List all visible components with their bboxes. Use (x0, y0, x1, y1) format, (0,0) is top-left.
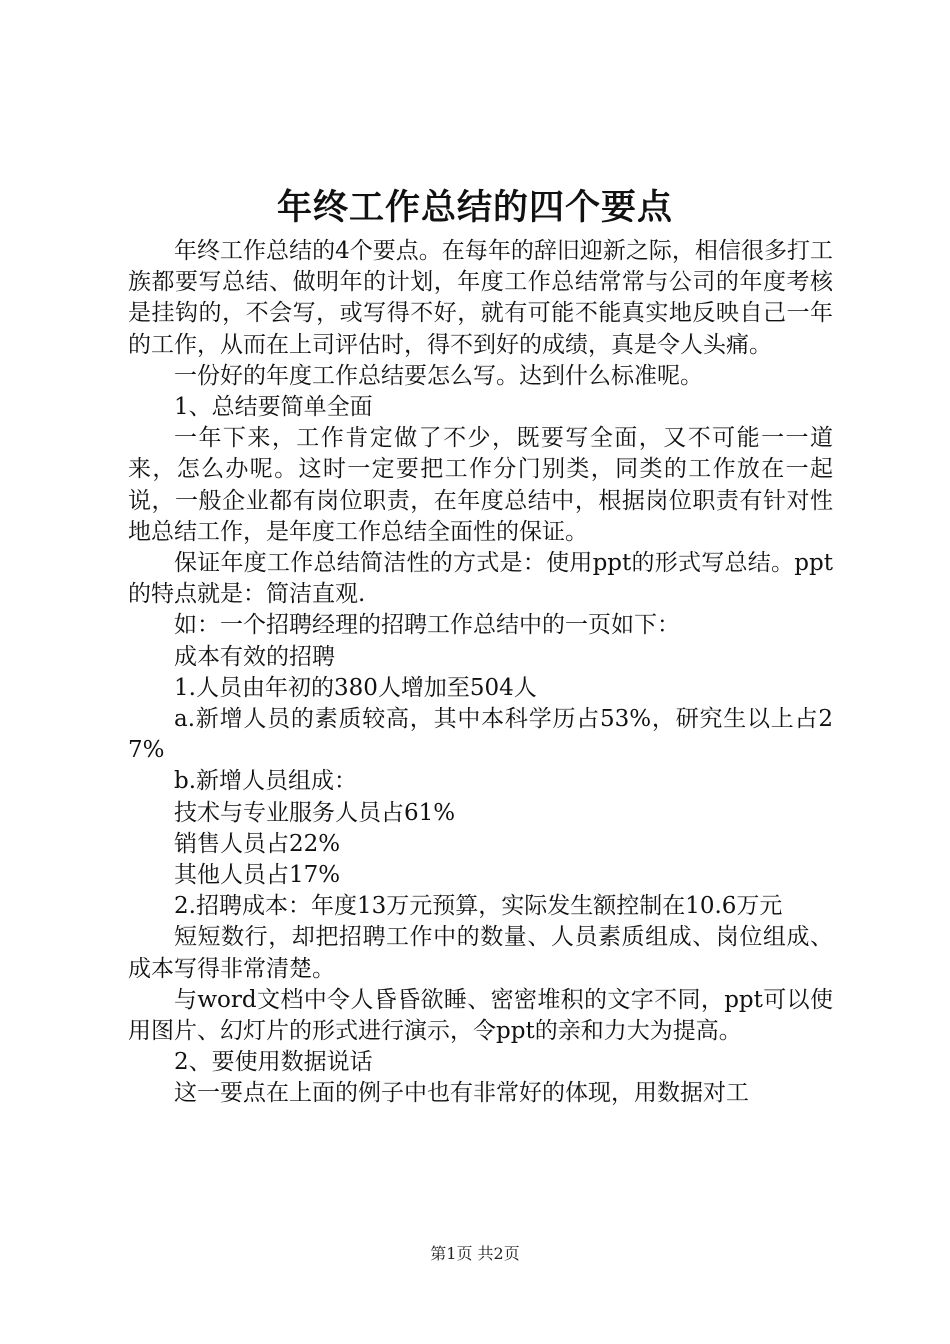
example-item: a.新增人员的素质较高，其中本科学历占53%，研究生以上占27% (128, 706, 833, 764)
example-item: 技术与专业服务人员占61% (174, 799, 456, 826)
paragraph: 短短数行，却把招聘工作中的数量、人员素质组成、岗位组成、成本写得非常清楚。 (128, 924, 833, 982)
example-item: 其他人员占17% (174, 862, 341, 889)
example-item: 1.人员由年初的380人增加至504人 (174, 674, 537, 701)
example-heading: 成本有效的招聘 (174, 643, 335, 670)
paragraph: 这一要点在上面的例子中也有非常好的体现，用数据对工 (174, 1080, 749, 1107)
document-title: 年终工作总结的四个要点 (276, 187, 673, 228)
example-item: 2.招聘成本：年度13万元预算，实际发生额控制在10.6万元 (174, 893, 783, 920)
section-heading: 2、要使用数据说话 (174, 1049, 373, 1076)
document-body (128, 236, 833, 1110)
paragraph: 一年下来，工作肯定做了不少，既要写全面，又不可能一一道来，怎么办呢。这时一定要把工作分门别类，同类的工作放在一起说，一般企业都有岗位职责，在年度总结中，根据岗位职责有针对性地总结工作，是年度工作总结全面性的保证。 (128, 425, 833, 545)
example-item: 销售人员占22% (174, 830, 341, 857)
example-item: b.新增人员组成： (174, 768, 358, 795)
paragraph: 如：一个招聘经理的招聘工作总结中的一页如下： (174, 612, 680, 639)
paragraph: 年终工作总结的4个要点。在每年的辞旧迎新之际，相信很多打工族都要写总结、做明年的计划，年度工作总结常常与公司的年度考核是挂钩的，不会写，或写得不好，就有可能不能真实地反映自己一年的工作，从而在上司评估时，得不到好的成绩，真是令人头痛。 (128, 238, 833, 358)
paragraph: 保证年度工作总结简洁性的方式是：使用ppt的形式写总结。ppt的特点就是：简洁直观. (128, 550, 833, 608)
paragraph: 与word文档中令人昏昏欲睡、密密堆积的文字不同，ppt可以使用图片、幻灯片的形式进行演示，令ppt的亲和力大为提高。 (128, 986, 833, 1045)
paragraph: 一份好的年度工作总结要怎么写。达到什么标准呢。 (174, 362, 703, 389)
page-footer: 第1页 共2页 (430, 1244, 520, 1263)
section-heading: 1、总结要简单全面 (174, 394, 373, 421)
